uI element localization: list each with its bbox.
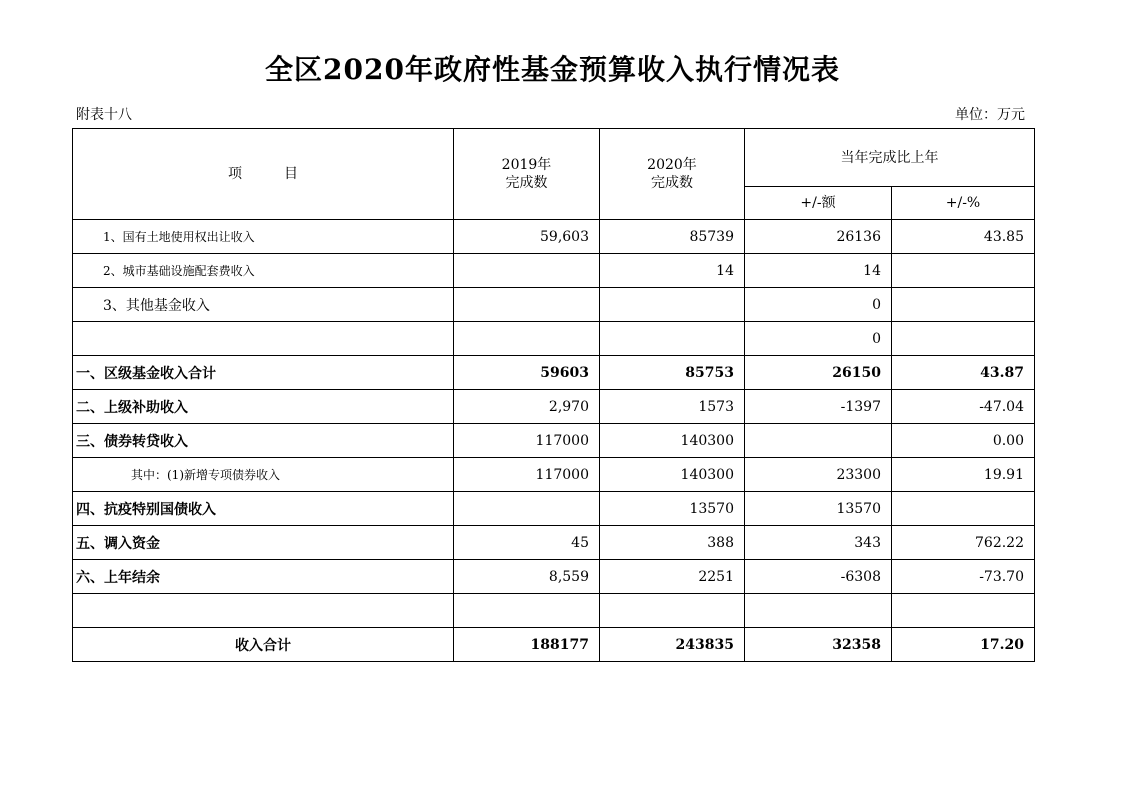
row-label: 四、抗疫特别国债收入	[73, 492, 454, 526]
cell-pct: 17.20	[892, 628, 1035, 662]
cell-diff: 13570	[745, 492, 892, 526]
cell-diff: 32358	[745, 628, 892, 662]
table-row	[73, 424, 1035, 458]
cell-2019	[454, 254, 600, 288]
cell-2019	[454, 492, 600, 526]
cell-2020: 140300	[600, 458, 745, 492]
cell-2020: 388	[600, 526, 745, 560]
header-row-1	[73, 129, 1035, 187]
cell-2019	[454, 322, 600, 356]
cell-diff: 0	[745, 288, 892, 322]
cell-diff: -1397	[745, 390, 892, 424]
header-compare: 当年完成比上年	[745, 129, 1035, 187]
cell-pct	[892, 288, 1035, 322]
cell-pct: 43.87	[892, 356, 1035, 390]
table-row	[73, 254, 1035, 288]
page-title: 全区2020年政府性基金预算收入执行情况表	[265, 53, 840, 86]
cell-2020: 1573	[600, 390, 745, 424]
cell-pct	[892, 492, 1035, 526]
row-label: 二、上级补助收入	[73, 390, 454, 424]
cell-2019	[454, 594, 600, 628]
row-label: 1、国有土地使用权出让收入	[73, 220, 454, 254]
cell-2020: 13570	[600, 492, 745, 526]
cell-2019: 8,559	[454, 560, 600, 594]
row-label: 六、上年结余	[73, 560, 454, 594]
cell-pct	[892, 254, 1035, 288]
cell-2020: 2251	[600, 560, 745, 594]
total-row	[73, 628, 1035, 662]
cell-diff: 26136	[745, 220, 892, 254]
table-row	[73, 220, 1035, 254]
unit-label: 单位：万元	[955, 107, 1025, 123]
header-2019-line1: 2019年	[501, 157, 552, 173]
row-label	[73, 322, 454, 356]
cell-diff: 14	[745, 254, 892, 288]
cell-pct: 19.91	[892, 458, 1035, 492]
cell-2020	[600, 288, 745, 322]
row-label: 其中：(1)新增专项债券收入	[73, 458, 454, 492]
cell-2020: 243835	[600, 628, 745, 662]
cell-2019: 188177	[454, 628, 600, 662]
row-label	[73, 594, 454, 628]
row-label: 3、其他基金收入	[73, 288, 454, 322]
cell-pct	[892, 594, 1035, 628]
table-row	[73, 458, 1035, 492]
cell-2019: 2,970	[454, 390, 600, 424]
header-item: 项 目	[73, 129, 454, 220]
cell-2019: 45	[454, 526, 600, 560]
header-2020-line2: 完成数	[651, 175, 693, 191]
table-row	[73, 288, 1035, 322]
row-label: 收入合计	[73, 628, 454, 662]
cell-pct: -47.04	[892, 390, 1035, 424]
cell-2020: 14	[600, 254, 745, 288]
cell-2019: 59603	[454, 356, 600, 390]
row-label: 一、区级基金收入合计	[73, 356, 454, 390]
row-label: 2、城市基础设施配套费收入	[73, 254, 454, 288]
cell-diff: -6308	[745, 560, 892, 594]
table-row	[73, 322, 1035, 356]
row-label: 五、调入资金	[73, 526, 454, 560]
table-row	[73, 390, 1035, 424]
header-pct: +/-%	[892, 187, 1035, 220]
header-2019-line2: 完成数	[505, 175, 548, 191]
cell-2020: 85753	[600, 356, 745, 390]
cell-diff: 23300	[745, 458, 892, 492]
header-diff: +/-额	[745, 187, 892, 220]
cell-diff	[745, 424, 892, 458]
annex-label: 附表十八	[76, 107, 132, 123]
table-row	[73, 560, 1035, 594]
table-row	[73, 526, 1035, 560]
cell-2019: 59,603	[454, 220, 600, 254]
cell-pct: 762.22	[892, 526, 1035, 560]
cell-2019: 117000	[454, 424, 600, 458]
cell-2019	[454, 288, 600, 322]
header-2020-line1: 2020年	[647, 157, 697, 173]
header-2019	[454, 129, 600, 220]
cell-pct: 43.85	[892, 220, 1035, 254]
cell-2020: 140300	[600, 424, 745, 458]
table-row	[73, 356, 1035, 390]
cell-2019: 117000	[454, 458, 600, 492]
cell-diff: 0	[745, 322, 892, 356]
cell-pct	[892, 322, 1035, 356]
header-2020	[600, 129, 745, 220]
revenue-table	[72, 128, 1035, 662]
row-label: 三、债券转贷收入	[73, 424, 454, 458]
cell-pct: 0.00	[892, 424, 1035, 458]
cell-2020	[600, 322, 745, 356]
cell-diff	[745, 594, 892, 628]
cell-diff: 26150	[745, 356, 892, 390]
cell-2020: 85739	[600, 220, 745, 254]
table-row	[73, 594, 1035, 628]
cell-pct: -73.70	[892, 560, 1035, 594]
cell-2020	[600, 594, 745, 628]
cell-diff: 343	[745, 526, 892, 560]
table-row	[73, 492, 1035, 526]
